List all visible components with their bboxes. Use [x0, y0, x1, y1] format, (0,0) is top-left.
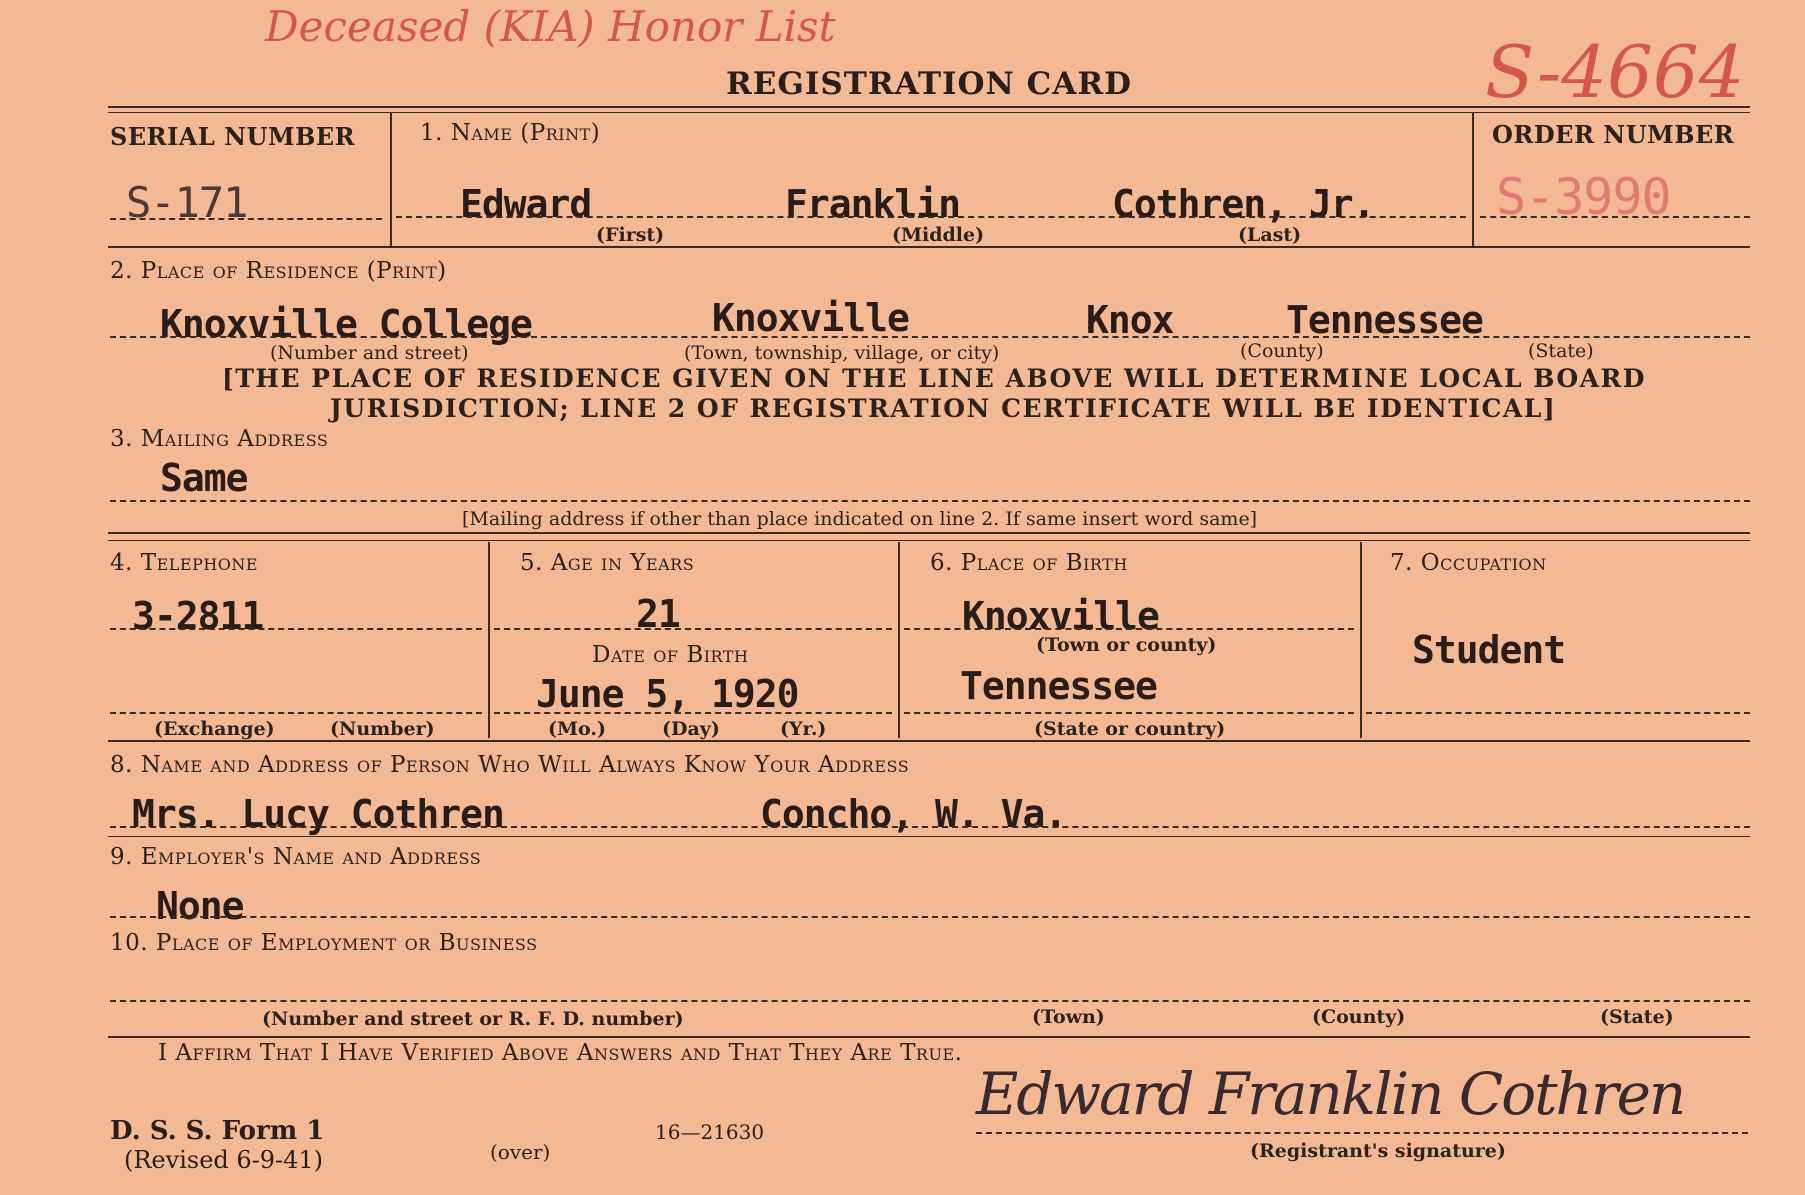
divider [488, 542, 490, 738]
serial-number-label: SERIAL NUMBER [110, 122, 356, 151]
form-number: D. S. S. Form 1 [110, 1116, 325, 1146]
residence-label: 2. Place of Residence (Print) [110, 258, 447, 284]
state-caption: (State) [1528, 340, 1594, 362]
dob-value: June 5, 1920 [536, 672, 799, 716]
serial-line [110, 218, 382, 220]
birthplace-state-caption: (State or country) [1034, 718, 1226, 740]
employer-line [110, 916, 1750, 918]
yr-caption: (Yr.) [780, 718, 827, 740]
employment-state-caption: (State) [1600, 1006, 1674, 1028]
employer-label: 9. Employer's Name and Address [110, 844, 482, 870]
residence-line [110, 336, 1750, 338]
rule [108, 532, 1750, 534]
rule [108, 1036, 1750, 1038]
last-name: Cothren, Jr. [1112, 182, 1375, 226]
occupation-line [1366, 712, 1750, 714]
residence-street: Knoxville College [160, 302, 532, 346]
order-number-value: S-3990 [1496, 168, 1671, 226]
birthplace-town: Knoxville [962, 594, 1159, 638]
day-caption: (Day) [662, 718, 720, 740]
order-line [1480, 216, 1750, 218]
name-label: 1. Name (Print) [420, 120, 601, 146]
top-rule [108, 106, 1750, 108]
form-revised: (Revised 6-9-41) [124, 1146, 324, 1174]
birthplace-line [904, 628, 1354, 630]
birthplace-label: 6. Place of Birth [930, 550, 1128, 576]
county-caption: (County) [1240, 340, 1324, 362]
corner-number-annotation: S-4664 [1485, 30, 1745, 114]
serial-number-value: S-171 [126, 178, 248, 227]
telephone-value: 3-2811 [132, 594, 264, 638]
residence-notice-1: [THE PLACE OF RESIDENCE GIVEN ON THE LINE ABOVE WILL DETERMINE LOCAL BOARD [222, 364, 1646, 393]
residence-town: Knoxville [712, 296, 909, 340]
card-title: REGISTRATION CARD [726, 66, 1133, 102]
residence-state: Tennessee [1286, 298, 1483, 342]
top-rule-2 [108, 112, 1750, 113]
mailing-caption: [Mailing address if other than place indicated on line 2. If same insert word same] [462, 508, 1258, 530]
contact-label: 8. Name and Address of Person Who Will Always Know Your Address [110, 752, 910, 778]
rule [108, 836, 1750, 837]
signature-line [976, 1132, 1748, 1134]
age-line [494, 628, 892, 630]
first-name: Edward [460, 182, 592, 226]
residence-notice-2: JURISDICTION; LINE 2 OF REGISTRATION CERTIFICATE WILL BE IDENTICAL] [330, 394, 1557, 423]
mailing-value: Same [160, 456, 248, 500]
rule [108, 246, 1750, 248]
mailing-label: 3. Mailing Address [110, 426, 329, 452]
age-label: 5. Age in Years [520, 550, 695, 576]
town-caption: (Town, township, village, or city) [684, 342, 1000, 364]
divider [390, 112, 392, 246]
rule-2 [108, 540, 1750, 541]
age-value: 21 [636, 592, 680, 636]
occupation-label: 7. Occupation [1390, 550, 1547, 576]
birthplace-state: Tennessee [960, 664, 1157, 708]
name-line [396, 216, 1466, 218]
contact-name: Mrs. Lucy Cothren [132, 792, 504, 836]
telephone-line [110, 628, 482, 630]
divider [1360, 542, 1362, 738]
birthplace-line-2 [904, 712, 1354, 714]
rule [108, 740, 1750, 742]
employment-town-caption: (Town) [1032, 1006, 1105, 1028]
telephone-line-2 [110, 712, 482, 714]
registrant-signature: Edward Franklin Cothren [976, 1060, 1685, 1128]
contact-line [110, 826, 1750, 828]
mo-caption: (Mo.) [548, 718, 606, 740]
employment-street-caption: (Number and street or R. F. D. number) [262, 1008, 684, 1030]
order-number-label: ORDER NUMBER [1492, 120, 1735, 149]
first-caption: (First) [596, 224, 665, 246]
occupation-value: Student [1412, 628, 1566, 672]
affirmation-text: I Affirm That I Have Verified Above Answers and That They Are True. [158, 1040, 963, 1066]
contact-address: Concho, W. Va. [760, 792, 1067, 836]
dob-label: Date of Birth [592, 642, 749, 668]
handwritten-annotation: Deceased (KIA) Honor List [265, 2, 836, 51]
middle-name: Franklin [785, 182, 961, 226]
employment-line [110, 1000, 1750, 1002]
number-caption: (Number) [330, 718, 435, 740]
last-caption: (Last) [1238, 224, 1302, 246]
mailing-line [110, 500, 1750, 502]
telephone-label: 4. Telephone [110, 550, 259, 576]
signature-caption: (Registrant's signature) [1250, 1140, 1506, 1162]
employment-county-caption: (County) [1312, 1006, 1406, 1028]
residence-county: Knox [1086, 298, 1174, 342]
employment-label: 10. Place of Employment or Business [110, 930, 538, 956]
employer-value: None [156, 884, 244, 928]
over-note: (over) [490, 1140, 551, 1164]
street-caption: (Number and street) [270, 342, 469, 364]
dob-line [494, 712, 892, 714]
divider [898, 542, 900, 738]
print-code: 16—21630 [655, 1120, 765, 1144]
exchange-caption: (Exchange) [154, 718, 275, 740]
middle-caption: (Middle) [892, 224, 985, 246]
divider [1472, 112, 1474, 246]
birthplace-town-caption: (Town or county) [1036, 634, 1217, 656]
